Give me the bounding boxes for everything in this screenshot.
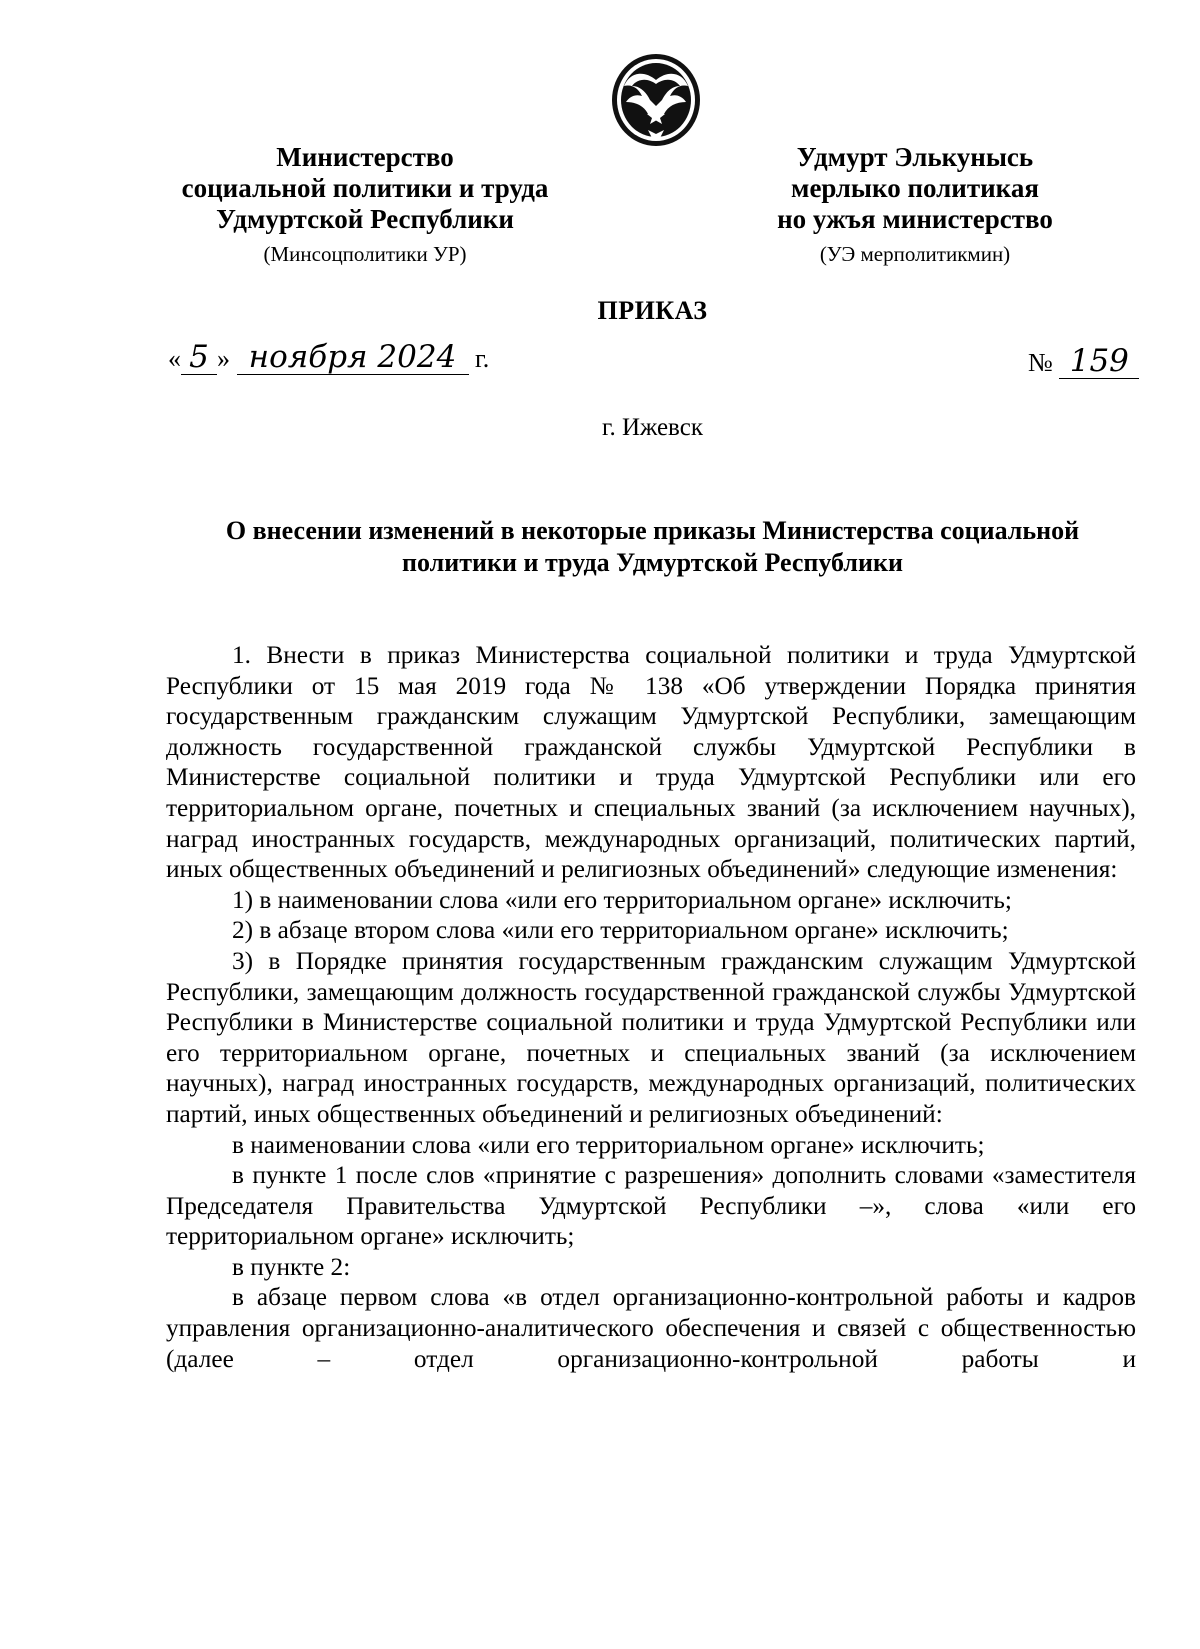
- date-day: 5: [181, 340, 217, 375]
- date-open-quote: «: [168, 344, 181, 373]
- document-subject: [170, 515, 1135, 579]
- body-paragraph: 3) в Порядке принятия государственным гражданским служащим Удмуртской Республики, замещающим должность государственной гражданской службы Удмуртской Республики в Министерстве социальной политики и труда Удмуртской Республики или его территориальном органе, почетных и специальных званий (за исключением научных), наград иностранных государств, международных организаций, политических партий, иных общественных объединений и религиозных объединений:: [166, 946, 1136, 1128]
- body-paragraph: в абзаце первом слова «в отдел организационно-контрольной работы и кадров управления организационно-аналитического обеспечения и связей с общественностью (далее – отдел организационно-контрольной работы и: [166, 1283, 1136, 1373]
- document-date: [168, 340, 489, 375]
- document-city: г. Ижевск: [602, 414, 703, 441]
- ministry-short-name: (Минсоцполитики УР): [263, 242, 467, 266]
- body-paragraph: 2) в абзаце втором слова «или его территориальном органе» исключить;: [232, 916, 1009, 945]
- date-close-quote: »: [217, 344, 230, 373]
- ministry-title-line: но ужъя министерство: [777, 204, 1053, 234]
- number-value: 159: [1059, 344, 1139, 379]
- date-suffix: г.: [475, 344, 490, 373]
- body-paragraph: в пункте 2:: [232, 1252, 351, 1281]
- body-paragraph: в наименовании слова «или его территориальном органе» исключить;: [232, 1130, 985, 1159]
- date-month-year: ноября 2024: [237, 340, 469, 375]
- document-body: [166, 640, 1136, 1374]
- body-paragraph: 1. Внести в приказ Министерства социальной политики и труда Удмуртской Республики от 15 мая 2019 года № 138 «Об утверждении Порядка принятия государственным гражданским служащим Удмуртской Республики, замещающим должность государственной гражданской службы Удмуртской Республики в Министерстве социальной политики и труда Удмуртской Республики или его территориальном органе, почетных и специальных званий (за исключением научных), наград иностранных государств, международных организаций, политических партий, иных общественных объединений и религиозных объединений» следующие изменения:: [166, 641, 1136, 884]
- ministry-short-name: (УЭ мерполитикмин): [819, 242, 1011, 266]
- subject-line: О внесении изменений в некоторые приказы Министерства социальной: [225, 516, 1080, 545]
- document-number: [1028, 344, 1139, 379]
- subject-line: политики и труда Удмуртской Республики: [402, 548, 903, 577]
- ministry-title-line: мерлыко политикая: [791, 173, 1039, 203]
- document-type-title: ПРИКАЗ: [597, 296, 708, 325]
- body-paragraph: в пункте 1 после слов «принятие с разрешения» дополнить словами «заместителя Председателя Правительства Удмуртской Республики –», слова «или его территориальном органе» исключить;: [166, 1161, 1136, 1251]
- ministry-title-line: Удмурт Элькунысь: [796, 142, 1034, 172]
- body-paragraph: 1) в наименовании слова «или его территориальном органе» исключить;: [232, 885, 1012, 914]
- ministry-title-line: Министерство: [276, 142, 454, 172]
- number-label: №: [1028, 348, 1053, 377]
- ministry-title-line: социальной политики и труда: [181, 173, 549, 203]
- ministry-name-russian: [145, 142, 585, 271]
- udmurt-coat-of-arms-icon: [608, 50, 704, 150]
- ministry-name-udmurt: [695, 142, 1135, 271]
- ministry-title-line: Удмуртской Республики: [216, 204, 514, 234]
